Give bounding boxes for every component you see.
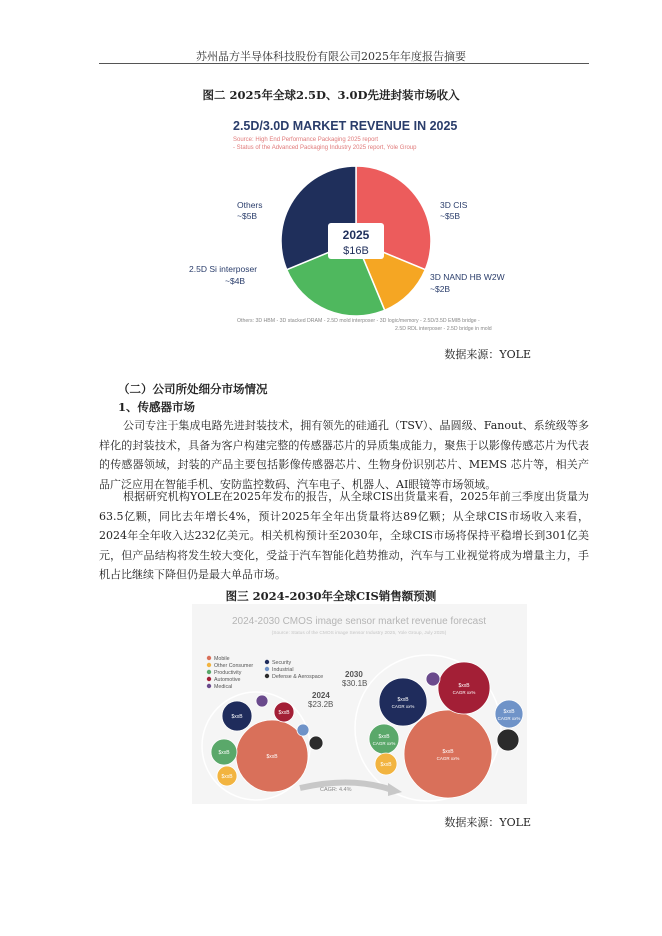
paragraph-yole-report: 根据研究机构YOLE在2025年发布的报告，从全球CIS出货量来看，2025年前三季度出货量为63.5亿颗，同比去年增长4%，预计2025年全年出货量将达89亿颗；从全球CIS市场收入来看，2024年全年收入达232亿美元。相关机构预计至2030年，全球CIS市场将保持平稳增长到301亿美元，但产品结构将发生较大变化，受益于汽车智能化趋势推动，汽车与工业视觉将成为增量主力，手机占比继续下降但仍是最大单品市场。 bbox=[99, 490, 589, 581]
bubble-cagr-security-2030: CAGR xx% bbox=[391, 704, 415, 709]
pie-chart-subtitle-2: - Status of the Advanced Packaging Industry 2025 report, Yole Group bbox=[233, 145, 417, 151]
bubble-medical-2030 bbox=[426, 672, 440, 686]
slice-label-others: Others bbox=[237, 200, 263, 210]
header-divider bbox=[99, 63, 589, 64]
bubble-value-industrial-2030: $xxB bbox=[503, 709, 515, 715]
year-2030-label: 2030 bbox=[345, 670, 363, 679]
figure3-caption: 图三 2024-2030年全球CIS销售额预测 bbox=[225, 589, 437, 603]
year-2030-total: $30.1B bbox=[342, 679, 368, 688]
bubble-industrial-2024 bbox=[297, 724, 309, 736]
bubble-value-other-consumer-2030: $xxB bbox=[380, 762, 392, 768]
market-revenue-pie-chart bbox=[189, 108, 535, 340]
legend-dot-other-consumer bbox=[207, 663, 211, 667]
legend-industrial: Industrial bbox=[272, 667, 294, 673]
bubble-value-productivity-2030: $xxB bbox=[378, 734, 390, 740]
legend-dot-productivity bbox=[207, 670, 211, 674]
legend-medical: Medical bbox=[214, 684, 233, 690]
slice-value-others: ~$5B bbox=[237, 211, 258, 221]
legend-dot-mobile bbox=[207, 656, 211, 660]
pie-chart-subtitle-1: Source: High End Performance Packaging 2025 report bbox=[233, 137, 379, 143]
slice-label-si-interposer: 2.5D Si interposer bbox=[189, 264, 258, 274]
year-2024-label: 2024 bbox=[312, 691, 330, 700]
figure2-caption: 图二 2025年全球2.5D、3.0D先进封装市场收入 bbox=[202, 88, 460, 102]
bubble-value-mobile-2030: $xxB bbox=[442, 749, 454, 755]
slice-value-si-interposer: ~$4B bbox=[225, 276, 246, 286]
legend-automotive: Automotive bbox=[214, 677, 241, 683]
bubble-value-automotive-2030: $xxB bbox=[458, 683, 470, 689]
figure2-source: 数据来源：YOLE bbox=[444, 348, 531, 361]
pie-center-total: $16B bbox=[343, 245, 369, 257]
legend-mobile: Mobile bbox=[214, 656, 230, 662]
legend-dot-defense bbox=[265, 674, 269, 678]
paragraph-company-focus: 公司专注于集成电路先进封装技术，拥有领先的硅通孔（TSV）、晶圆级、Fanout、系统级等多样化的封装技术，具备为客户构建完整的传感器芯片的异质集成能力，聚焦于以影像传感芯片为代表的传感器领域，封装的产品主要包括影像传感器芯片、生物身份识别芯片、MEMS 芯片等，相关产品广泛应用在智能手机、安防监控数码、汽车电子、机器人、AI眼镜等市场领域。 bbox=[99, 419, 589, 491]
pie-chart-title: 2.5D/3.0D MARKET REVENUE IN 2025 bbox=[233, 119, 458, 133]
legend-other-consumer: Other Consumer bbox=[214, 663, 254, 669]
bubble-value-mobile-2024: $xxB bbox=[266, 754, 278, 760]
bubble-value-security-2024: $xxB bbox=[231, 714, 243, 720]
legend-dot-medical bbox=[207, 684, 211, 688]
pie-footnote-1: Others: 3D HBM - 3D stacked DRAM - 2.5D mold interposer - 3D logic/memory - 2.5D/3.5D EMIB bridge - bbox=[237, 318, 480, 324]
cis-revenue-forecast-bubble-chart bbox=[192, 604, 527, 804]
slice-value-3d-cis: ~$5B bbox=[440, 211, 461, 221]
bubble-value-automotive-2024: $xxB bbox=[278, 710, 290, 716]
bubble-defense-2024 bbox=[309, 736, 323, 750]
bubble-value-security-2030: $xxB bbox=[397, 697, 409, 703]
bubble-cagr-mobile-2030: CAGR xx% bbox=[436, 756, 460, 761]
section-heading: （二）公司所处细分市场情况 bbox=[118, 382, 268, 396]
sensor-market-heading: 1、传感器市场 bbox=[118, 400, 196, 414]
legend-productivity: Productivity bbox=[214, 670, 242, 676]
bubble-cagr-industrial-2030: CAGR xx% bbox=[497, 716, 521, 721]
bubble-value-other-consumer-2024: $xxB bbox=[221, 774, 233, 780]
bubble-chart-title: 2024-2030 CMOS image sensor market revenue forecast bbox=[231, 616, 487, 627]
legend-dot-security bbox=[265, 660, 269, 664]
bubble-value-productivity-2024: $xxB bbox=[218, 750, 230, 756]
bubble-medical-2024 bbox=[256, 695, 268, 707]
pie-footnote-2: 2.5D RDL interposer - 2.5D bridge in mold bbox=[395, 326, 492, 332]
bubble-defense-2030 bbox=[497, 729, 519, 751]
bubble-cagr-automotive-2030: CAGR xx% bbox=[452, 690, 476, 695]
year-2024-total: $23.2B bbox=[308, 700, 334, 709]
legend-defense: Defense & Aerospace bbox=[272, 674, 324, 680]
bubble-chart-subtitle: (Source: Status of the CMOS image Sensor Industry 2025, Yole Group, July 2025) bbox=[271, 631, 447, 636]
figure3-source: 数据来源：YOLE bbox=[444, 816, 531, 829]
legend-dot-industrial bbox=[265, 667, 269, 671]
slice-label-3d-cis: 3D CIS bbox=[440, 200, 468, 210]
legend-dot-automotive bbox=[207, 677, 211, 681]
slice-value-3d-nand: ~$2B bbox=[430, 284, 451, 294]
bubble-cagr-productivity-2030: CAGR xx% bbox=[372, 741, 396, 746]
slice-label-3d-nand: 3D NAND HB W2W bbox=[430, 272, 505, 282]
pie-center-year: 2025 bbox=[342, 228, 370, 242]
cagr-total-label: CAGR: 4.4% bbox=[320, 787, 352, 793]
report-header: 苏州晶方半导体科技股份有限公司2025年年度报告摘要 bbox=[196, 50, 466, 63]
legend-security: Security bbox=[272, 660, 292, 666]
